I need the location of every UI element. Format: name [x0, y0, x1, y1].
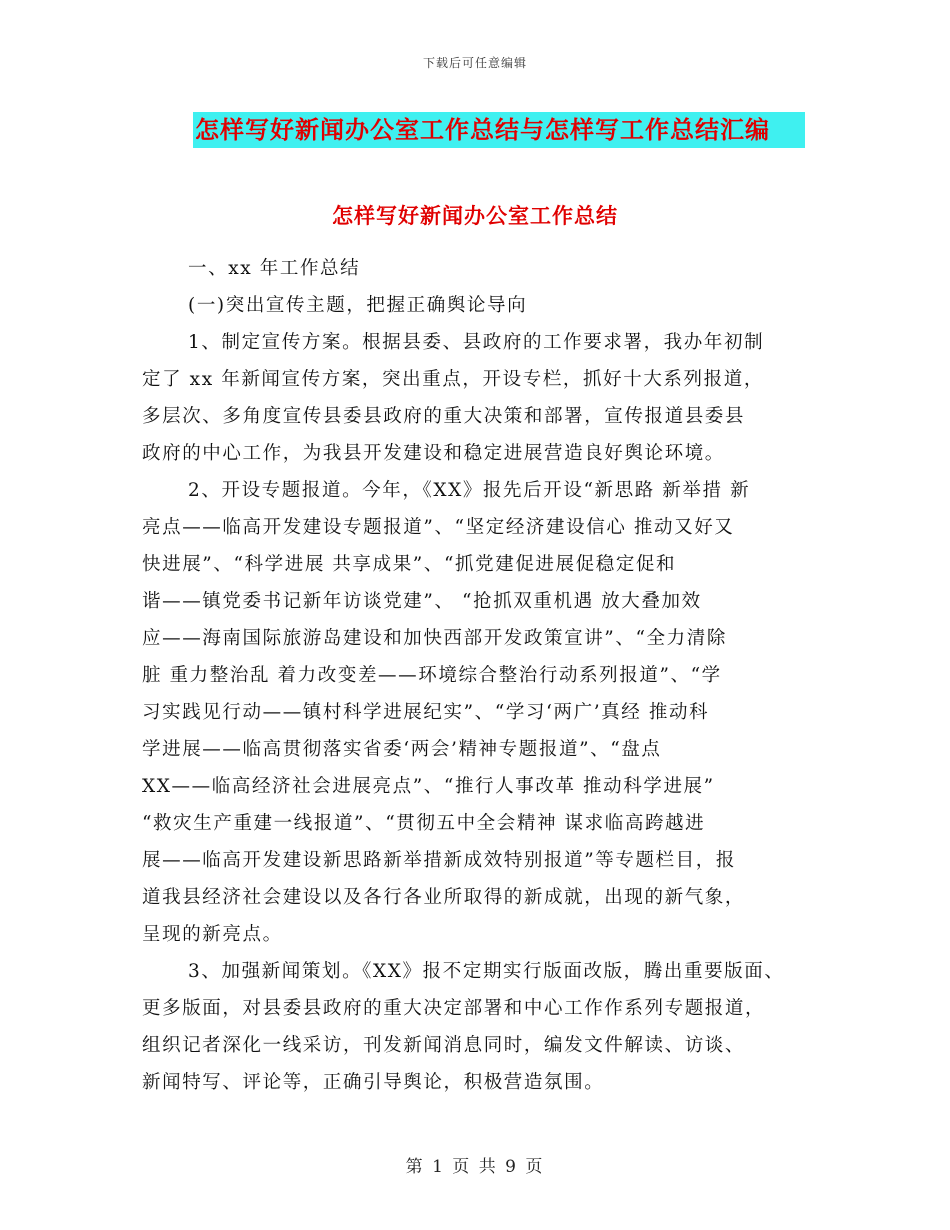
text-line: 1、制定宣传方案。根据县委、县政府的工作要求署，我办年初制	[188, 332, 765, 353]
text-line: 2、开设专题报道。今年，《XX》报先后开设“新思路 新举措 新	[188, 480, 751, 501]
page-footer: 第 1 页 共 9 页	[405, 1157, 545, 1177]
text-line: 多层次、多角度宣传县委县政府的重大决策和部署，宣传报道县委县	[142, 406, 746, 427]
text-line: “救灾生产重建一线报道”、“贯彻五中全会精神 谋求临高跨越进	[142, 813, 706, 834]
text-line: 政府的中心工作，为我县开发建设和稳定进展营造良好舆论环境。	[142, 443, 725, 464]
text-line: 习实践见行动——镇村科学进展纪实”、“学习‘两广’真经 推动科	[142, 702, 710, 723]
text-line: 脏 重力整治乱 着力改变差——环境综合整治行动系列报道”、“学	[142, 665, 722, 686]
text-line: 道我县经济社会建设以及各行各业所取得的新成就，出现的新气象，	[142, 887, 746, 908]
header-note: 下载后可任意编辑	[422, 56, 527, 70]
text-line: (一)突出宣传主题，把握正确舆论导向	[188, 295, 528, 316]
document-body	[142, 250, 822, 1101]
text-line: 学进展——临高贯彻落实省委‘两会’精神专题报道”、“盘点	[142, 739, 662, 760]
text-line: 3、加强新闻策划。《XX》报不定期实行版面改版，腾出重要版面、	[188, 961, 785, 982]
document-main-title: 怎样写好新闻办公室工作总结与怎样写工作总结汇编	[193, 112, 805, 148]
text-line: XX——临高经济社会进展亮点”、“推行人事改革 推动科学进展”	[142, 776, 715, 797]
text-line: 展——临高开发建设新思路新举措新成效特别报道”等专题栏目，报	[142, 850, 736, 871]
text-line: 快进展”、“科学进展 共享成果”、“抓党建促进展促稳定促和	[142, 554, 677, 575]
document-sub-title: 怎样写好新闻办公室工作总结	[332, 203, 618, 228]
text-line: 亮点——临高开发建设专题报道”、“坚定经济建设信心 推动又好又	[142, 517, 735, 538]
text-line: 组织记者深化一线采访，刊发新闻消息同时，编发文件解读、访谈、	[142, 1035, 746, 1056]
text-line: 更多版面，对县委县政府的重大决定部署和中心工作作系列专题报道，	[142, 998, 766, 1019]
text-line: 呈现的新亮点。	[142, 924, 283, 945]
text-line: 新闻特写、评论等，正确引导舆论，积极营造氛围。	[142, 1072, 605, 1093]
text-line: 定了 xx 年新闻宣传方案，突出重点，开设专栏，抓好十大系列报道，	[142, 369, 764, 390]
text-line: 谐——镇党委书记新年访谈党建”、 “抢抓双重机遇 放大叠加效	[142, 591, 702, 612]
text-line: 一、xx 年工作总结	[188, 258, 361, 279]
text-line: 应——海南国际旅游岛建设和加快西部开发政策宣讲”、“全力清除	[142, 628, 727, 649]
